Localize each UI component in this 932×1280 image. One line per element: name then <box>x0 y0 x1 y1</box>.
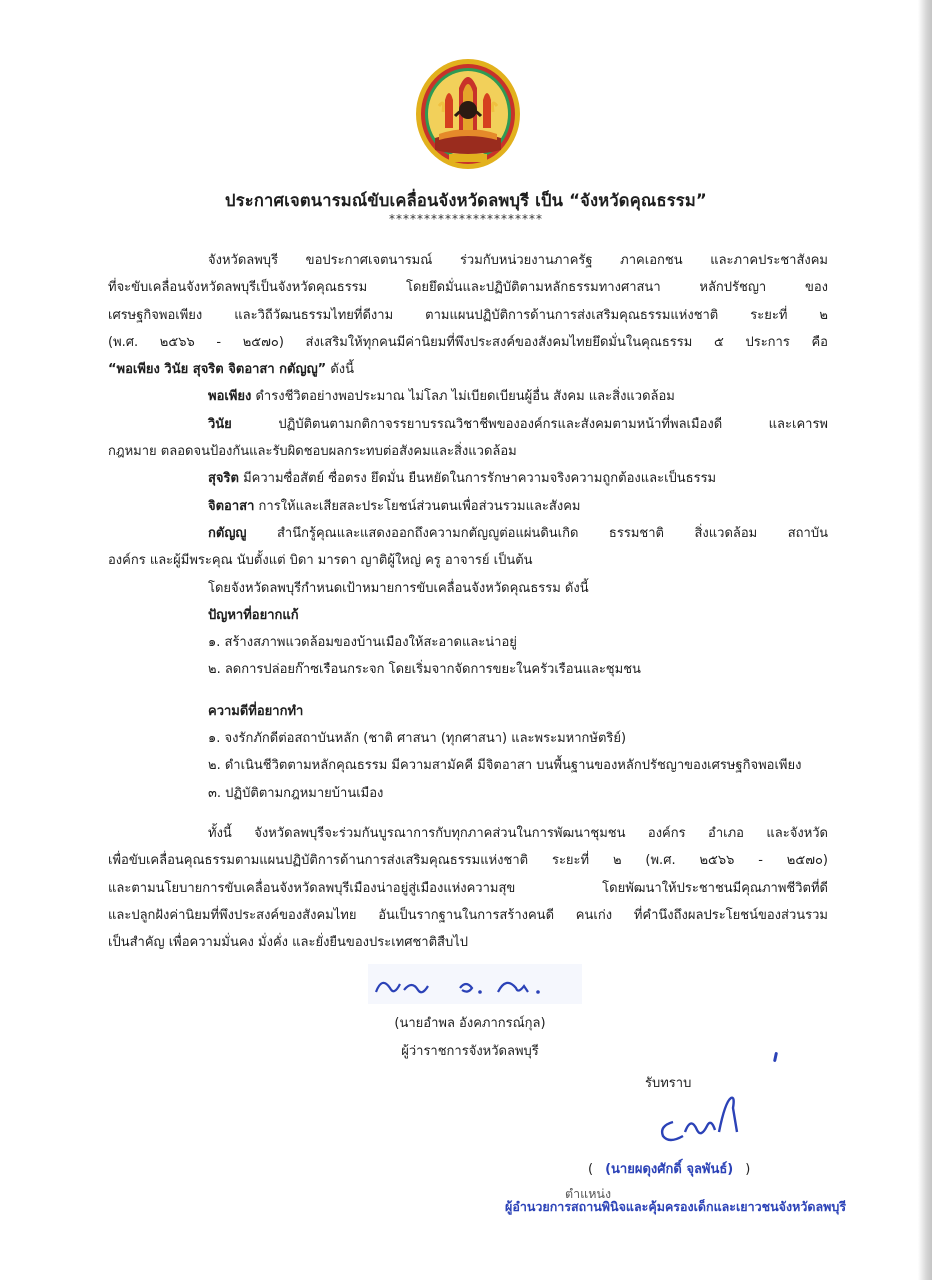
goodness-heading <box>108 698 828 725</box>
title-divider-stars: ********************** <box>389 212 543 226</box>
intro-line-4: (พ.ศ. ๒๕๖๖ - ๒๕๗๐) ส่งเสริมให้ทุกคนมีค่านิยมที่พึงประสงค์ของสังคมไทยยึดมั่นในคุณธรรม ๕ ประการ คือ <box>108 334 828 350</box>
document-body <box>108 247 828 807</box>
goodness-item: ๒. ดำเนินชีวิตตามหลักคุณธรรม มีความสามัคคี มีจิตอาสา บนพื้นฐานของหลักปรัชญาของเศรษฐกิจพอเพียง <box>208 758 802 774</box>
virtue-term: สุจริต <box>208 471 239 487</box>
document-title: ประกาศเจตนารมณ์ขับเคลื่อนจังหวัดลพบุรี เป็น “จังหวัดคุณธรรม” <box>225 191 707 210</box>
signer-name: (นายอำพล อังคภากรณ์กุล) <box>394 1016 546 1031</box>
ack-close-paren: ) <box>745 1162 751 1177</box>
acknowledger-name: (นายผดุงศักดิ์ จุลพันธ์) <box>605 1162 734 1177</box>
virtue-item <box>108 465 828 492</box>
virtue-desc: การให้และเสียสละประโยชน์ส่วนตนเพื่อส่วนรวมและสังคม <box>254 498 581 514</box>
virtue-desc: สำนึกรู้คุณและแสดงออกถึงความกตัญญูต่อแผ่นดินเกิด ธรรมชาติ สิ่งแวดล้อม สถาบัน <box>246 525 828 541</box>
acknowledger-name-line <box>588 1158 750 1179</box>
closing-line: และปลูกฝังค่านิยมที่พึงประสงค์ของสังคมไทย อันเป็นรากฐานในการสร้างคนดี คนเก่ง ที่คำนึงถึงผลประโยชน์ของส่วนรวม <box>108 907 828 923</box>
provincial-seal-emblem <box>415 58 521 170</box>
ink-mark <box>773 1052 778 1062</box>
goodness-item: ๓. ปฏิบัติตามกฎหมายบ้านเมือง <box>208 785 384 801</box>
signer-block <box>330 1010 610 1066</box>
virtue-term: จิตอาสา <box>208 498 255 514</box>
problems-heading-text: ปัญหาที่อยากแก้ <box>208 607 299 623</box>
problem-item: ๒. ลดการปล่อยก๊าซเรือนกระจก โดยเริ่มจากจัดการขยะในครัวเรือนและชุมชน <box>208 662 641 678</box>
virtue-term: กตัญญู <box>208 525 247 541</box>
virtues-summary-line <box>108 356 828 383</box>
intro-line-1: จังหวัดลพบุรี ขอประกาศเจตนารมณ์ ร่วมกับหน่วยงานภาครัฐ ภาคเอกชน และภาคประชาสังคม <box>208 253 828 268</box>
governor-signature <box>368 962 582 1006</box>
acknowledger-position: ผู้อำนวยการสถานพินิจและคุ้มครองเด็กและเยาวชนจังหวัดลพบุรี <box>505 1199 847 1214</box>
virtue-item-continuation: กฎหมาย ตลอดจนป้องกันและรับผิดชอบผลกระทบต่อสังคมและสิ่งแวดล้อม <box>108 444 517 460</box>
closing-line: และตามนโยบายการขับเคลื่อนจังหวัดลพบุรีเมืองน่าอยู่สู่เมืองแห่งความสุข โดยพัฒนาให้ประชาชนมีคุณภาพชีวิตที่ดี <box>108 880 828 896</box>
virtue-desc: ดำรงชีวิตอย่างพอประมาณ ไม่โลภ ไม่เบียดเบียนผู้อื่น สังคม และสิ่งแวดล้อม <box>251 389 675 405</box>
problems-heading <box>108 602 828 629</box>
virtue-desc: มีความซื่อสัตย์ ซื่อตรง ยึดมั่น ยืนหยัดในการรักษาความจริงความถูกต้องและเป็นธรรม <box>238 471 717 487</box>
closing-line: เพื่อขับเคลื่อนคุณธรรมตามแผนปฏิบัติการด้านการส่งเสริมคุณธรรมแห่งชาติ ระยะที่ ๒ (พ.ศ. ๒๕๖๖ - ๒๕๗๐) <box>108 853 828 869</box>
signer-position: ผู้ว่าราชการจังหวัดลพบุรี <box>401 1044 539 1059</box>
acknowledger-position-label: ตำแหน่ง <box>565 1186 612 1201</box>
goodness-item: ๑. จงรักภักดีต่อสถาบันหลัก (ชาติ ศาสนา (ทุกศาสนา) และพระมหากษัตริย์) <box>208 731 627 747</box>
ack-open-paren: ( <box>588 1162 594 1177</box>
virtue-desc: ปฏิบัติตนตามกติกาจรรยาบรรณวิชาชีพขององค์กรและสังคมตามหน้าที่พลเมืองดี และเคารพ <box>231 416 828 432</box>
acknowledger-signature <box>655 1092 745 1146</box>
virtue-item-continuation: องค์กร และผู้มีพระคุณ นับตั้งแต่ บิดา มารดา ญาติผู้ใหญ่ ครู อาจารย์ เป็นต้น <box>108 553 533 569</box>
virtue-item <box>108 520 828 547</box>
acknowledged-label: รับทราบ <box>645 1076 692 1091</box>
virtue-item <box>108 493 828 520</box>
virtues-quote: “พอเพียง วินัย สุจริต จิตอาสา กตัญญู” <box>108 362 327 378</box>
virtue-item <box>108 383 828 410</box>
virtue-term: วินัย <box>208 416 232 432</box>
intro-line-3: เศรษฐกิจพอเพียง และวิถีวัฒนธรรมไทยที่ดีงาม ตามแผนปฏิบัติการด้านการส่งเสริมคุณธรรมแห่งชาติ ระยะที่ ๒ <box>108 307 828 323</box>
closing-paragraph <box>108 820 828 956</box>
closing-line: เป็นสำคัญ เพื่อความมั่นคง มั่งคั่ง และยั่งยืนของประเทศชาติสืบไป <box>108 935 468 951</box>
intro-line-2: ที่จะขับเคลื่อนจังหวัดลพบุรีเป็นจังหวัดคุณธรรม โดยยึดมั่นและปฏิบัติตามหลักธรรมทางศาสนา หลักปรัชญา ของ <box>108 280 828 296</box>
problem-item: ๑. สร้างสภาพแวดล้อมของบ้านเมืองให้สะอาดและน่าอยู่ <box>208 635 517 651</box>
closing-line: ทั้งนี้ จังหวัดลพบุรีจะร่วมกันบูรณาการกับทุกภาคส่วนในการพัฒนาชุมชน องค์กร อำเภอ และจังหวัด <box>208 826 828 841</box>
virtues-suffix: ดังนี้ <box>326 362 355 378</box>
virtue-item <box>108 411 828 438</box>
virtue-term: พอเพียง <box>208 389 252 405</box>
target-intro: โดยจังหวัดลพบุรีกำหนดเป้าหมายการขับเคลื่อนจังหวัดคุณธรรม ดังนี้ <box>208 580 589 596</box>
goodness-heading-text: ความดีที่อยากทำ <box>208 703 304 719</box>
